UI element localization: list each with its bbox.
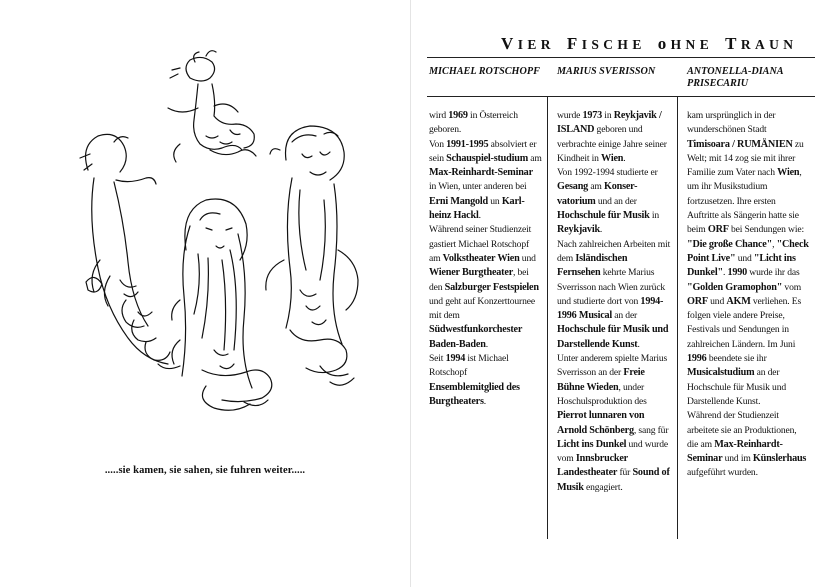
bio-highlight: "Golden Gramophon" bbox=[687, 281, 783, 293]
bio-paragraph bbox=[557, 238, 671, 352]
bio-highlight: Südwestfunkorchester Baden-Baden bbox=[429, 324, 522, 350]
bio-text: Von bbox=[429, 138, 447, 150]
bio-highlight: Reykjavik bbox=[557, 224, 600, 236]
bio-text: in Österreich geboren. bbox=[429, 110, 518, 136]
bio-highlight: Gesang bbox=[557, 181, 589, 193]
header-rule bbox=[427, 96, 815, 97]
bio-highlight: Schauspiel-studium bbox=[446, 152, 528, 164]
bio-text: aufgeführt wurden. bbox=[687, 467, 758, 479]
bio-highlight: Pierrot lunnaren von Arnold Schönberg bbox=[557, 410, 645, 436]
bio-column-sverisson bbox=[557, 109, 671, 495]
bio-highlight: Ensemblemitglied des Burgtheaters bbox=[429, 381, 520, 407]
top-figure-sketch bbox=[168, 51, 256, 162]
bio-highlight: "Die große Chance" bbox=[687, 238, 773, 250]
bio-text: Unter anderem spielte Marius Sverrisson an der bbox=[557, 353, 668, 379]
bio-text: , sang für bbox=[633, 424, 669, 436]
bio-text: in Wien, unter anderen bei bbox=[429, 181, 527, 193]
bio-text: an der bbox=[612, 310, 638, 322]
bio-text: und bbox=[519, 252, 536, 264]
bio-highlight: "Licht ins Dunkel" bbox=[687, 252, 796, 279]
bio-text: , bei den bbox=[429, 267, 529, 293]
bio-text: , bbox=[772, 238, 777, 250]
bio-highlight: Karl-heinz Hackl bbox=[429, 195, 525, 222]
title-word: TRAUN bbox=[725, 34, 798, 53]
bio-text: in bbox=[602, 110, 614, 121]
bio-highlight: Freie Bühne Wieden bbox=[557, 367, 645, 393]
bio-highlight: Volkstheater Wien bbox=[442, 252, 520, 264]
bio-text: und bbox=[707, 295, 727, 307]
bio-highlight: "Check Point Live" bbox=[687, 238, 809, 264]
bio-text: . bbox=[478, 210, 481, 222]
bio-text: und im bbox=[722, 453, 753, 465]
bio-text: und an der bbox=[595, 195, 637, 207]
bio-text: Während seiner Studienzeit gastiert Michael Rotschopf am bbox=[429, 224, 532, 264]
bio-paragraph bbox=[429, 109, 542, 138]
bio-highlight: Hochschule für Musik bbox=[557, 210, 650, 222]
bio-text: an der Hochschule für Musik und Darstellende Kunst. bbox=[687, 367, 786, 407]
bio-text: . bbox=[637, 338, 640, 350]
column-heading-prisecariu: ANTONELLA-DIANA PRISECARIU bbox=[687, 66, 784, 89]
bio-text: . bbox=[722, 267, 728, 279]
bio-paragraph bbox=[557, 352, 671, 495]
bio-text: ist Michael Rotschopf bbox=[429, 353, 509, 379]
title-rule bbox=[427, 57, 815, 58]
bio-text: , under Hoschulsproduktion des bbox=[557, 381, 647, 407]
bio-text: , um ihr Musikstudium fortzusetzen. Ihre ersten Auftritte als Sängerin hatte sie beim bbox=[687, 167, 802, 236]
title-word: VIER bbox=[501, 34, 555, 53]
bio-text: kam ursprünglich in der wunderschönen Stadt bbox=[687, 110, 776, 136]
bio-text: . bbox=[599, 224, 603, 236]
left-page bbox=[0, 0, 410, 587]
bio-text: wird bbox=[429, 110, 449, 121]
bio-highlight: Max-Reinhardt-Seminar bbox=[429, 167, 533, 179]
bio-highlight: Konser-vatorium bbox=[557, 181, 638, 207]
bio-text: . bbox=[485, 338, 488, 350]
bio-highlight: Wiener Burgtheater bbox=[429, 267, 514, 279]
bio-text: Nach zahlreichen Arbeiten mit dem bbox=[557, 238, 671, 264]
bio-highlight: Erni Mangold bbox=[429, 195, 489, 207]
bio-highlight: 1996 bbox=[687, 353, 707, 365]
column-divider-1 bbox=[547, 96, 548, 539]
bio-text: engagiert. bbox=[583, 481, 623, 493]
bio-text: Seit bbox=[429, 353, 446, 365]
bio-highlight: 1991-1995 bbox=[446, 138, 489, 150]
bio-text: Von 1992-1994 studierte er bbox=[557, 167, 658, 179]
bio-text: beendete sie ihr bbox=[706, 353, 767, 365]
bio-highlight: Reykjavik / ISLAND bbox=[557, 110, 662, 136]
bio-highlight: 1990 bbox=[727, 267, 748, 279]
bio-paragraph bbox=[687, 409, 809, 480]
column-heading-sverisson: MARIUS SVERISSON bbox=[557, 66, 656, 77]
bio-text: wurde bbox=[557, 110, 583, 121]
bio-text: in bbox=[649, 210, 660, 222]
bio-highlight: Max-Reinhardt-Seminar bbox=[687, 438, 783, 465]
bio-highlight: 1994 bbox=[445, 353, 466, 365]
bio-column-rotschopf bbox=[429, 109, 542, 409]
bio-highlight: Isländischen Fernsehen bbox=[557, 252, 628, 279]
bio-text: und geht auf Konzerttournee mit dem bbox=[429, 295, 535, 322]
bio-highlight: Innsbrucker Landestheater bbox=[557, 453, 628, 479]
bio-highlight: ORF bbox=[687, 295, 708, 307]
bio-highlight: ORF bbox=[707, 224, 729, 236]
bio-text: am bbox=[528, 152, 542, 164]
bio-text: und bbox=[735, 252, 754, 264]
bio-paragraph bbox=[429, 138, 542, 224]
bio-highlight: Wien bbox=[601, 152, 624, 164]
bio-text: . bbox=[483, 395, 487, 407]
title-word: oHNE bbox=[657, 34, 714, 53]
mermen-sketch-icon bbox=[30, 50, 400, 430]
bio-highlight: Hochschule für Musik und Darstellende Kunst bbox=[557, 324, 669, 350]
bio-text: . bbox=[623, 152, 626, 164]
bio-text: und wurde vom bbox=[557, 438, 668, 465]
bio-highlight: Licht ins Dunkel bbox=[557, 438, 627, 450]
bio-paragraph bbox=[557, 166, 671, 237]
bio-highlight: Wien bbox=[777, 167, 800, 179]
bio-highlight: 1969 bbox=[448, 110, 468, 121]
right-page bbox=[411, 0, 821, 587]
bio-highlight: 1994-1996 Musical bbox=[557, 295, 664, 322]
bio-highlight: AKM bbox=[726, 295, 751, 307]
bio-text: kehrte Marius Sverrisson nach Wien zurück und studierte dort von bbox=[557, 267, 666, 307]
bio-paragraph bbox=[429, 352, 542, 409]
bio-highlight: Salzburger Festspielen bbox=[444, 281, 539, 293]
bio-paragraph bbox=[687, 109, 809, 409]
column-heading-rotschopf: MICHAEL ROTSCHOPF bbox=[429, 66, 540, 77]
bio-text: geboren und verbrachte einige Jahre seiner Kindheit in bbox=[557, 124, 667, 164]
bio-text: wurde ihr das bbox=[747, 267, 800, 279]
bio-text: vom bbox=[782, 281, 802, 293]
illustration-caption: .....sie kamen, sie sahen, sie fuhren weiter..... bbox=[104, 465, 306, 476]
bio-highlight: Musicalstudium bbox=[687, 367, 755, 379]
bio-highlight: Künslerhaus bbox=[752, 453, 807, 465]
bio-column-prisecariu bbox=[687, 109, 809, 481]
bio-text: verliehen. Es folgen viele andere Preise, Festivals und Sendungen in zahlreichen Ländern. Im Juni bbox=[687, 295, 802, 350]
bio-highlight: 1973 bbox=[582, 110, 603, 121]
bio-paragraph bbox=[429, 223, 542, 352]
bio-text: Während der Studienzeit arbeitete sie an Produktionen, die am bbox=[687, 410, 797, 450]
right-figure-sketch bbox=[266, 126, 358, 385]
page-title bbox=[501, 34, 797, 54]
column-divider-2 bbox=[677, 96, 678, 539]
bio-text: für bbox=[617, 467, 633, 479]
bio-text: absolviert er sein bbox=[429, 138, 537, 164]
title-word: FISCHE bbox=[566, 34, 646, 53]
left-figure-sketch bbox=[80, 134, 180, 368]
bio-text: zu Welt; mit 14 zog sie mit ihrer Familie zum Vater nach bbox=[687, 138, 804, 179]
middle-figure-sketch bbox=[172, 199, 272, 410]
bio-highlight: Timisoara / RUMÄNIEN bbox=[687, 138, 793, 150]
bio-text: am bbox=[588, 181, 604, 193]
bio-text: un bbox=[488, 195, 502, 207]
bio-text: bei Sendungen wie: bbox=[728, 224, 804, 236]
bio-highlight: Sound of Musik bbox=[557, 467, 670, 493]
bio-paragraph bbox=[557, 109, 671, 166]
